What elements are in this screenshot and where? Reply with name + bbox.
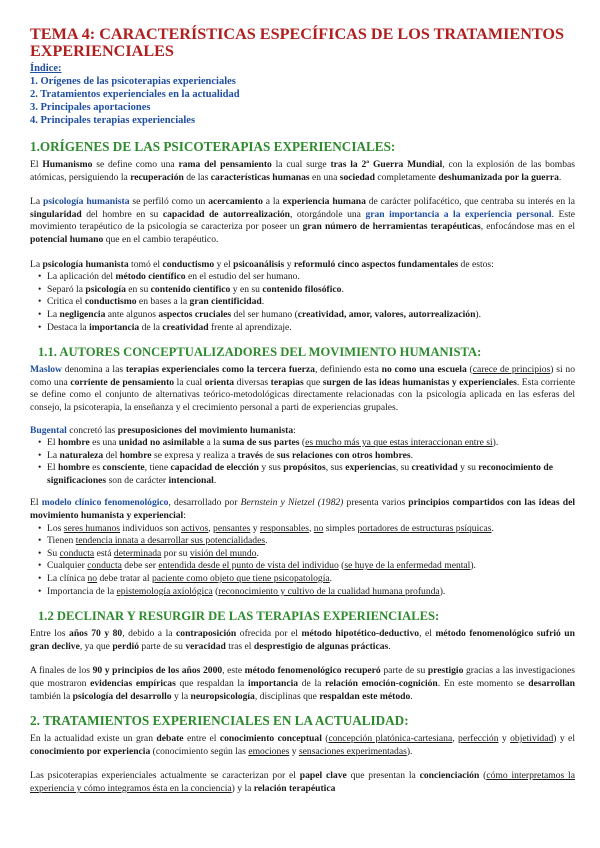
list-item: • La naturaleza del hombre se expresa y realiza a través de sus relaciones con otros hombres.	[38, 450, 575, 463]
index-section	[30, 62, 575, 127]
list-item: • La aplicación del método científico en el estudio del ser humano.	[38, 271, 575, 284]
section-1-2-paragraph-1: Entre los años 70 y 80, debido a la contraposición ofrecida por el método hipotético-deductivo, el método fenomenológico sufrió un gran declive, ya que perdió parte de su veracidad tras el desprestigio de algunas prácticas.	[30, 628, 575, 652]
document-page	[30, 26, 575, 796]
section-1-heading: 1.ORÍGENES DE LAS PSICOTERAPIAS EXPERIENCIALES:	[30, 139, 396, 154]
section-1-1-paragraph-2: Bugental concretó las presuposiciones del movimiento humanista:	[30, 424, 296, 436]
section-1-list	[30, 271, 575, 334]
list-item: • El hombre es consciente, tiene capacidad de elección y sus propósitos, sus experiencias, su creatividad y su reconocimiento de significaciones son de carácter intencional.	[38, 462, 575, 487]
index-item: 1. Orígenes de las psicoterapias experienciales	[30, 76, 236, 87]
section-2-paragraph-1: En la actualidad existe un gran debate entre el conocimiento conceptual (concepción platónica-cartesiana, perfección y objetividad) y el conocimiento por experiencia (conocimiento según las emociones y sensaciones experimentadas).	[30, 733, 575, 757]
section-1-2-heading: 1.2 DECLINAR Y RESURGIR DE LAS TERAPIAS EXPERIENCIALES:	[38, 609, 440, 624]
section-1-1-list	[30, 437, 575, 487]
section-1-paragraph-1: El Humanismo se define como una rama del pensamiento la cual surge tras la 2ª Guerra Mundial, con la explosión de las bombas atómicas, persiguiendo la recuperación de las características humanas en una sociedad completamente deshumanizada por la guerra.	[30, 159, 575, 183]
section-2-paragraph-2: Las psicoterapias experienciales actualmente se caracterizan por el papel clave que presentan la concienciación (cómo interpretamos la experiencia y cómo integramos ésta en la conciencia) y la relación terapéutica	[30, 770, 575, 794]
list-item: • Cualquier conducta debe ser entendida desde el punto de vista del individuo (se huye de la enfermedad mental).	[38, 560, 575, 573]
list-item: • La clínica no debe tratar al paciente como objeto que tiene psicopatología.	[38, 573, 575, 586]
list-item: • Destaca la importancia de la creatividad frente al aprendizaje.	[38, 322, 575, 335]
list-item: • Critica el conductismo en bases a la gran cientificidad.	[38, 296, 575, 309]
list-item: • El hombre es una unidad no asimilable a la suma de sus partes (es mucho más ya que estas interaccionan entre si).	[38, 437, 575, 450]
index-heading: Índice:	[30, 63, 62, 74]
section-1-1-paragraph-3: El modelo clínico fenomenológico, desarrollado por Bernstein y Nietzel (1982) presenta varios principios compartidos con las ideas del movimiento humanista y experiencial:	[30, 497, 575, 522]
list-item: • Tienen tendencia innata a desarrollar sus potencialidades.	[38, 535, 575, 548]
section-1-paragraph-3: La psicología humanista tomó el conductismo y el psicoanálisis y reformuló cinco aspectos fundamentales de estos:	[30, 258, 494, 270]
document-title: TEMA 4: CARACTERÍSTICAS ESPECÍFICAS DE LOS TRATAMIENTOS EXPERIENCIALES	[30, 25, 565, 60]
list-item: • Su conducta está determinada por su visión del mundo.	[38, 548, 575, 561]
index-item: 4. Principales terapias experienciales	[30, 115, 196, 126]
index-item: 2. Tratamientos experienciales en la actualidad	[30, 89, 240, 100]
section-1-1-list-2	[30, 523, 575, 599]
section-1-1-paragraph-1: Maslow denomina a las terapias experienciales como la tercera fuerza, definiendo esta no como una escuela (carece de principios) si no como una corriente de pensamiento la cual orienta diversas terapias que surgen de las ideas humanistas y experienciales. Esta corriente se define como el conjunto de alternativas teórico-metodológicas directamente relacionadas con la psicología aplicada en las esferas del consejo, la psicoterapia, la enseñanza y el crecimiento personal a parti de experiencias grupales.	[30, 364, 576, 413]
section-1-2-paragraph-2: A finales de los 90 y principios de los años 2000, este método fenomenológico recuperó parte de su prestigio gracias a las investigaciones que mostraron evidencias empíricas que respaldan la importancia de la relación emoción-cognición. En este momento se desarrollan también la psicología del desarrollo y la neuropsicología, disciplinas que respaldan este método.	[30, 665, 575, 702]
list-item: • Importancia de la epistemología axiológica (reconocimiento y cultivo de la cualidad humana profunda).	[38, 586, 575, 599]
index-item: 3. Principales aportaciones	[30, 102, 151, 113]
section-1-1-heading: 1.1. AUTORES CONCEPTUALIZADORES DEL MOVIMIENTO HUMANISTA:	[38, 345, 482, 360]
list-item: • Los seres humanos individuos son activos, pensantes y responsables, no simples portadores de estructuras psíquicas.	[38, 523, 575, 536]
section-1-paragraph-2: La psicología humanista se perfiló como un acercamiento a la experiencia humana de carácter polifacético, que centraba su interés en la singularidad del hombre en su capacidad de autorrealización, otorgándole una gran importancia a la experiencia personal. Este movimiento terapéutico de la psicología se caracteriza por poseer un gran número de herramientas terapéuticas, enfocándose mas en el potencial humano que en el cambio terapéutico.	[30, 196, 575, 245]
list-item: • La negligencia ante algunos aspectos cruciales del ser humano (creatividad, amor, valores, autorrealización).	[38, 309, 575, 322]
list-item: • Separó la psicología en su contenido científico y en su contenido filosófico.	[38, 284, 575, 297]
section-2-heading: 2. TRATAMIENTOS EXPERIENCIALES EN LA ACTUALIDAD:	[30, 713, 409, 729]
